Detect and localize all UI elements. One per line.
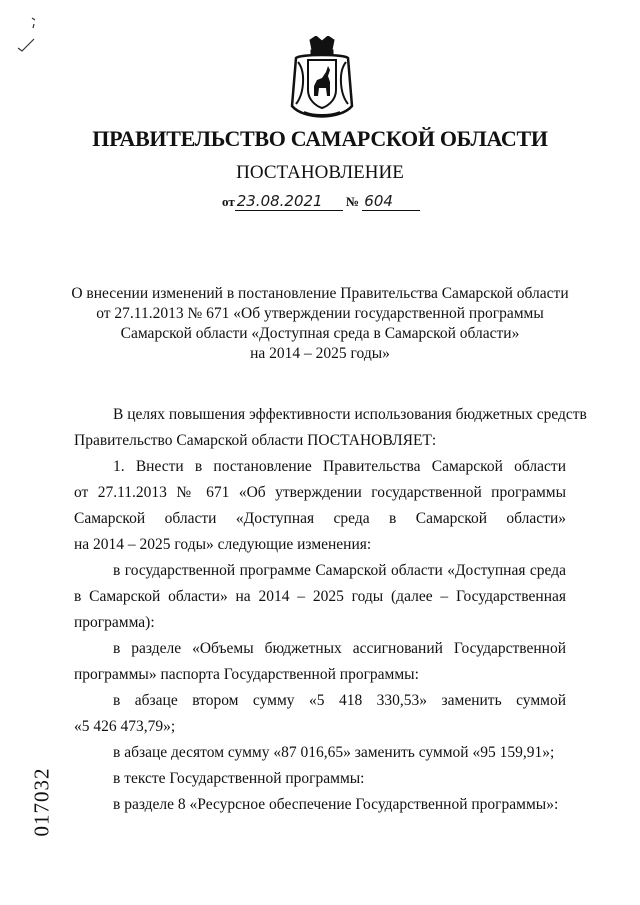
pen-mark-icon bbox=[14, 14, 40, 54]
margin-stamp-number bbox=[29, 767, 54, 837]
body-line: «5 426 473,79»; bbox=[74, 718, 176, 735]
margin-stamp-text: 017032 bbox=[29, 767, 54, 837]
body-line: 1. Внести в постановление Правительства Самарской области bbox=[113, 458, 566, 475]
subject-line: от 27.11.2013 № 671 «Об утверждении государственной программы bbox=[96, 305, 544, 322]
body-line: в разделе «Объемы бюджетных ассигнований Государственной bbox=[113, 640, 566, 657]
body-line: в абзаце втором сумму «5 418 330,53» заменить суммой bbox=[113, 692, 566, 709]
body-line: Правительство Самарской области ПОСТАНОВЛЯЕТ: bbox=[74, 432, 437, 449]
subject-line: О внесении изменений в постановление Правительства Самарской области bbox=[71, 285, 569, 302]
body-line: в Самарской области» на 2014 – 2025 годы (далее – Государственная bbox=[74, 588, 566, 605]
body-line: на 2014 – 2025 годы» следующие изменения: bbox=[74, 536, 372, 553]
document-subject bbox=[60, 284, 580, 364]
body-line: от 27.11.2013 № 671 «Об утверждении государственной программы bbox=[74, 484, 566, 501]
samara-coat-of-arms-icon bbox=[290, 36, 354, 122]
body-line: в разделе 8 «Ресурсное обеспечение Государственной программы»: bbox=[113, 796, 559, 813]
handwritten-date: 23.08.2021 bbox=[235, 192, 343, 211]
handwritten-number: 604 bbox=[362, 192, 420, 211]
body-line: в абзаце десятом сумму «87 016,65» заменить суммой «95 159,91»; bbox=[113, 744, 555, 761]
organization-title: ПРАВИТЕЛЬСТВО САМАРСКОЙ ОБЛАСТИ bbox=[92, 126, 548, 151]
number-prefix: № bbox=[345, 194, 360, 209]
date-prefix: от bbox=[222, 194, 235, 209]
subject-line: Самарской области «Доступная среда в Самарской области» bbox=[120, 325, 520, 342]
body-line: в государственной программе Самарской области «Доступная среда bbox=[113, 562, 566, 579]
document-type: ПОСТАНОВЛЕНИЕ bbox=[236, 162, 404, 183]
date-number-line bbox=[222, 192, 420, 211]
body-line: Самарской области «Доступная среда в Самарской области» bbox=[74, 510, 566, 527]
body-line: программа): bbox=[74, 614, 155, 631]
body-line: программы» паспорта Государственной программы: bbox=[74, 666, 419, 683]
body-line: в тексте Государственной программы: bbox=[113, 770, 365, 787]
body-line: В целях повышения эффективности использования бюджетных средств bbox=[113, 406, 587, 423]
subject-line: на 2014 – 2025 годы» bbox=[250, 345, 390, 362]
